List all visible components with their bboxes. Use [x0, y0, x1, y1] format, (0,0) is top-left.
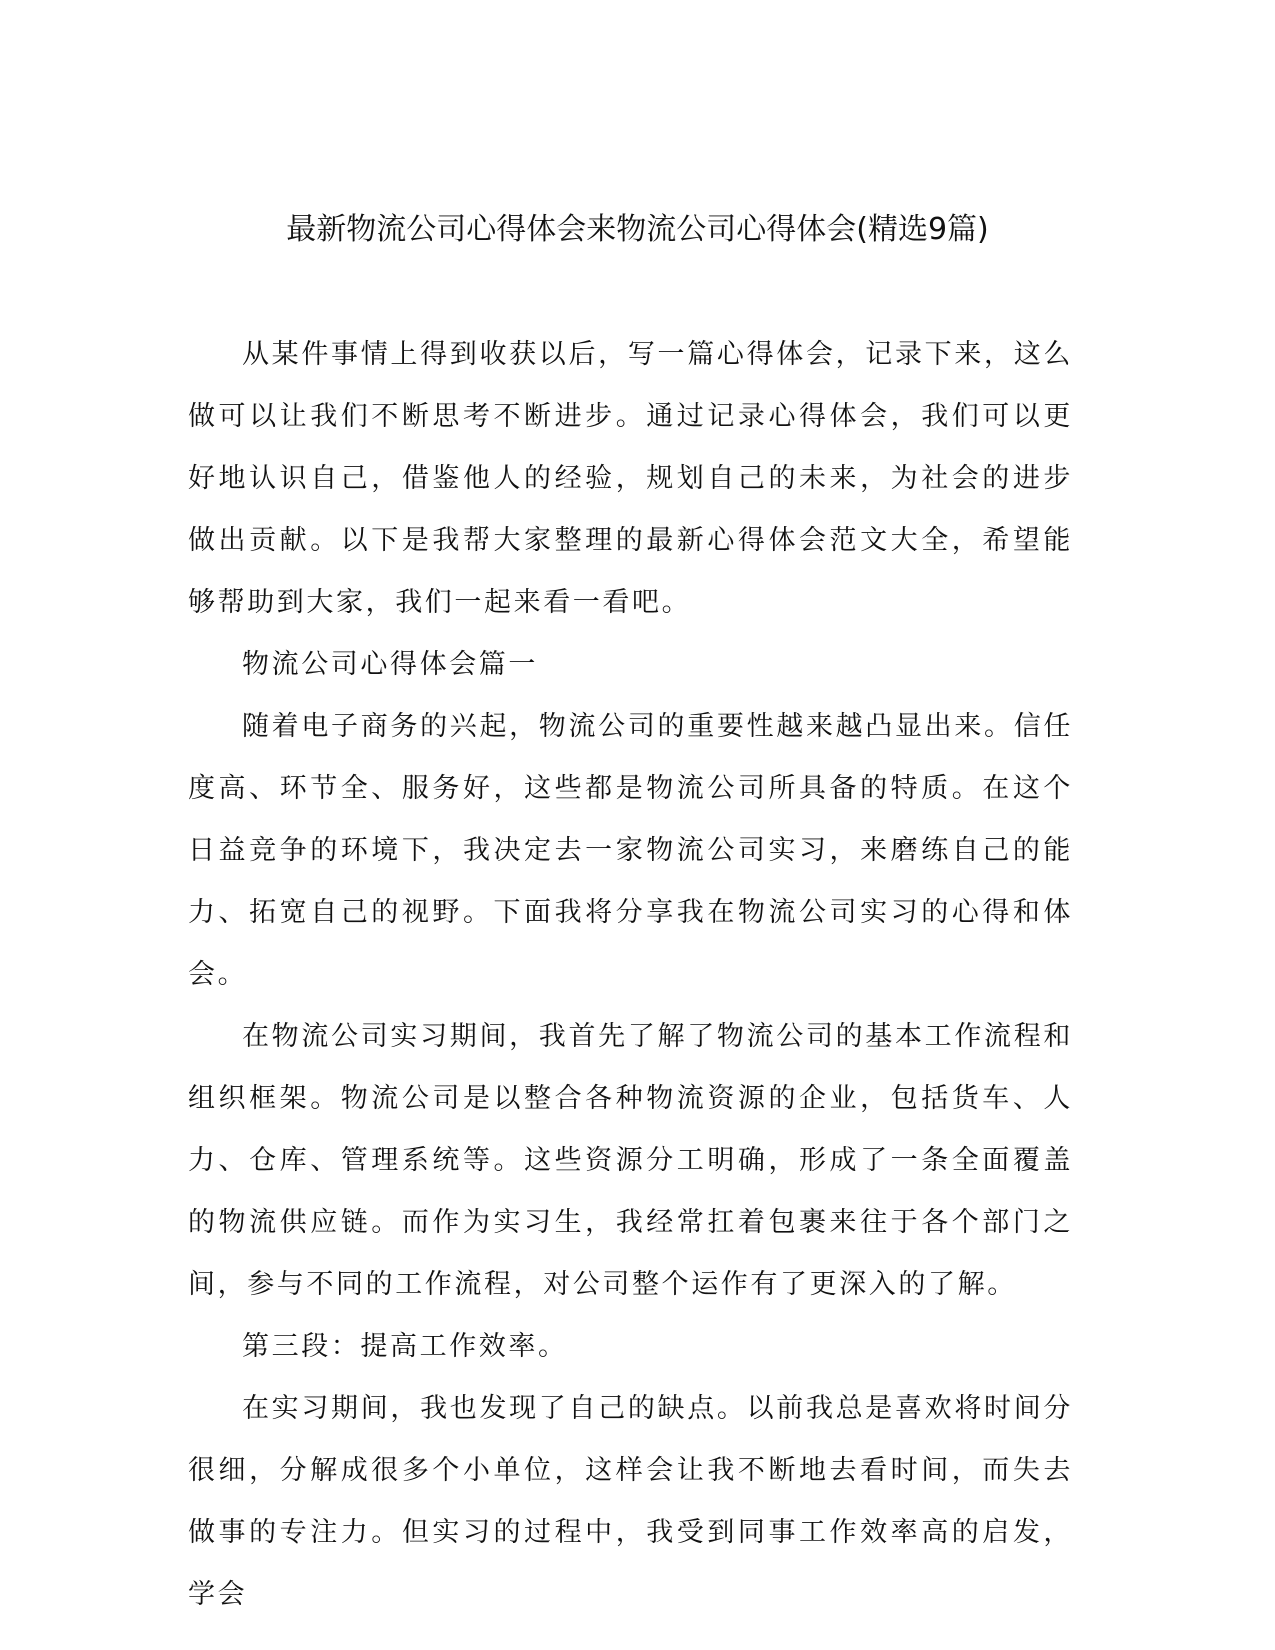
- section-heading-part-one: 物流公司心得体会篇一: [242, 649, 538, 680]
- intro-paragraph: 从某件事情上得到收获以后，写一篇心得体会，记录下来，这么做可以让我们不断思考不断进步。通过记录心得体会，我们可以更好地认识自己，借鉴他人的经验，规划自己的未来，为社会的进步做出贡献。以下是我帮大家整理的最新心得体会范文大全，希望能够帮助到大家，我们一起来看一看吧。: [188, 339, 1073, 618]
- document-body: [188, 324, 1073, 1626]
- document-title: 最新物流公司心得体会来物流公司心得体会(精选9篇): [286, 212, 989, 247]
- body-paragraph: 在实习期间，我也发现了自己的缺点。以前我总是喜欢将时间分很细，分解成很多个小单位，这样会让我不断地去看时间，而失去做事的专注力。但实习的过程中，我受到同事工作效率高的启发，学会: [188, 1393, 1073, 1610]
- body-paragraph: 在物流公司实习期间，我首先了解了物流公司的基本工作流程和组织框架。物流公司是以整合各种物流资源的企业，包括货车、人力、仓库、管理系统等。这些资源分工明确，形成了一条全面覆盖的物流供应链。而作为实习生，我经常扛着包裹来往于各个部门之间，参与不同的工作流程，对公司整个运作有了更深入的了解。: [188, 1021, 1073, 1300]
- body-paragraph: 随着电子商务的兴起，物流公司的重要性越来越凸显出来。信任度高、环节全、服务好，这些都是物流公司所具备的特质。在这个日益竞争的环境下，我决定去一家物流公司实习，来磨练自己的能力、拓宽自己的视野。下面我将分享我在物流公司实习的心得和体会。: [188, 711, 1073, 990]
- section-heading-efficiency: 第三段：提高工作效率。: [242, 1331, 568, 1362]
